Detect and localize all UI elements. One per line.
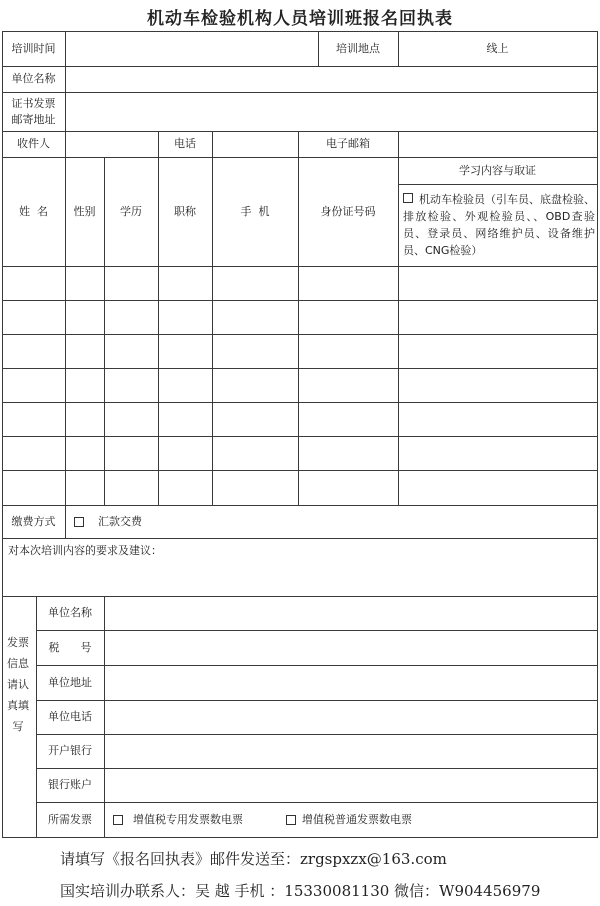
invoice-needed-label: 所需发票 — [48, 812, 92, 826]
training-time-label: 培训时间 — [11, 41, 56, 55]
learn-option[interactable] — [403, 191, 595, 259]
checkbox[interactable] — [74, 517, 84, 527]
checkbox[interactable] — [113, 815, 123, 825]
rule — [2, 300, 598, 301]
rule — [2, 334, 598, 335]
footer-contact-line: 国实培训办联系人：吴 越 手机 ：15330081130 微信：W904456979 — [60, 882, 541, 900]
rule — [2, 402, 598, 403]
mail-address-label-line1: 证书发票 — [11, 96, 56, 110]
invoice-org-field[interactable] — [105, 597, 597, 630]
rule — [2, 470, 598, 471]
invoice-bank-field[interactable] — [105, 735, 597, 768]
header-gender: 性别 — [73, 204, 96, 218]
invoice-phone-label: 单位电话 — [48, 710, 92, 723]
learn-option-text: 机动车检验员（引车员、底盘检验、排放检验、外观检验员、、OBD查验员、登录员、网络维护员、设备维护员、CNG检验） — [403, 193, 595, 257]
recipient-field[interactable] — [66, 132, 158, 157]
header-name: 姓 名 — [19, 204, 48, 218]
header-education: 学历 — [120, 204, 142, 218]
footer-email-line: 请填写《报名回执表》邮件发送至：zrgspxzx@163.com — [60, 850, 447, 868]
page-title: 机动车检验机构人员培训班报名回执表 — [147, 9, 453, 29]
suggestion-label: 对本次培训内容的要求及建议： — [8, 544, 162, 557]
payment-option[interactable] — [66, 505, 374, 538]
rule — [2, 266, 598, 267]
phone-field[interactable] — [213, 132, 298, 157]
rule — [398, 184, 598, 185]
header-mobile: 手 机 — [240, 204, 270, 218]
invoice-option-normal[interactable] — [278, 802, 486, 837]
invoice-address-label: 单位地址 — [48, 675, 92, 689]
training-place-value: 线上 — [486, 41, 509, 55]
invoice-option-normal-label: 增值税普通发票数电票 — [302, 812, 412, 826]
mail-address-label-line2: 邮寄地址 — [11, 112, 56, 126]
mail-address-label — [2, 92, 65, 131]
invoice-tax-field[interactable] — [105, 631, 597, 665]
payment-label: 缴费方式 — [11, 514, 56, 528]
invoice-option-special[interactable] — [105, 802, 283, 837]
invoice-option-special-label: 增值税专用发票数电票 — [133, 812, 243, 826]
payment-option-label: 汇款交费 — [98, 514, 142, 528]
rule — [398, 157, 399, 505]
recipient-label: 收件人 — [17, 137, 50, 150]
invoice-bank-label: 开户银行 — [48, 744, 92, 757]
invoice-org-label: 单位名称 — [48, 606, 92, 619]
phone-label: 电话 — [174, 137, 196, 150]
invoice-account-label: 银行账户 — [48, 778, 92, 791]
checkbox[interactable] — [286, 815, 296, 825]
rule — [2, 837, 598, 838]
email-label: 电子邮箱 — [326, 137, 370, 150]
rule — [597, 31, 598, 838]
header-title: 职称 — [174, 204, 196, 218]
rule — [2, 368, 598, 369]
header-id: 身份证号码 — [320, 204, 376, 218]
rule — [2, 436, 598, 437]
invoice-address-field[interactable] — [105, 666, 597, 700]
invoice-tax-label: 税 号 — [48, 640, 92, 654]
mail-address-field[interactable] — [66, 93, 597, 131]
checkbox[interactable] — [403, 193, 413, 203]
suggestion-field[interactable] — [3, 558, 597, 595]
org-name-label: 单位名称 — [11, 72, 56, 85]
training-place-label: 培训地点 — [336, 41, 380, 55]
header-learn: 学习内容与取证 — [459, 163, 536, 177]
invoice-account-field[interactable] — [105, 769, 597, 802]
invoice-side-label: 发票信息请认真填写 — [7, 636, 29, 733]
training-time-field[interactable] — [66, 32, 318, 66]
invoice-phone-field[interactable] — [105, 701, 597, 734]
rule — [2, 538, 598, 539]
email-field[interactable] — [399, 132, 597, 157]
org-name-field[interactable] — [66, 67, 597, 92]
